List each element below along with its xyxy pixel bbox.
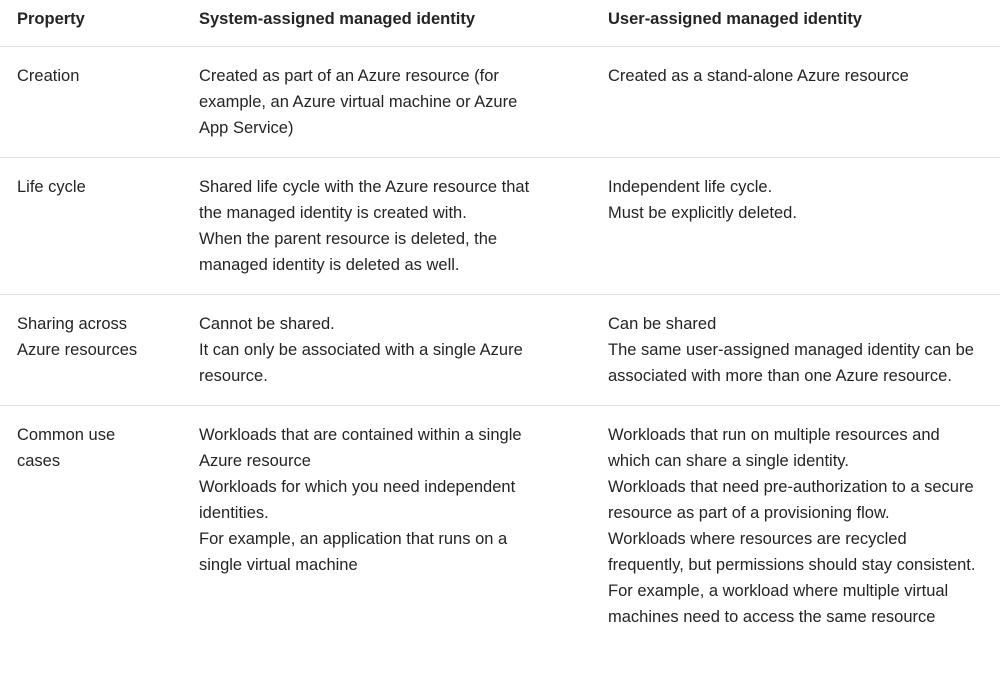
cell-text: Workloads for which you need independent identities. <box>199 478 516 522</box>
cell-text: Creation <box>17 67 80 85</box>
cell-text: Can be shared <box>608 315 717 333</box>
cell-text: Life cycle <box>17 178 86 196</box>
cell-text: Workloads that run on multiple resources and which can share a single identity. <box>608 426 940 470</box>
cell-property <box>0 406 182 631</box>
cell-text: Workloads that are contained within a single Azure resource <box>199 426 522 470</box>
cell-text: Workloads that need pre-authorization to a secure resource as part of a provisioning flow. <box>608 478 974 522</box>
table-row-creation <box>0 47 1000 158</box>
header-property: Property <box>0 0 182 47</box>
cell-text: Common use cases <box>17 426 116 470</box>
table-row-life-cycle <box>0 158 1000 295</box>
cell-user-assigned <box>591 158 1000 295</box>
cell-text: It can only be associated with a single Azure resource. <box>199 341 523 385</box>
cell-text: The same user-assigned managed identity can be associated with more than one Azure resource. <box>608 341 974 385</box>
header-system-assigned: System-assigned managed identity <box>182 0 591 47</box>
cell-text: Shared life cycle with the Azure resource that the managed identity is created with. <box>199 178 530 222</box>
cell-property <box>0 295 182 406</box>
cell-text: Independent life cycle. <box>608 178 773 196</box>
cell-text: Created as a stand-alone Azure resource <box>608 67 909 85</box>
cell-text: For example, a workload where multiple virtual machines need to access the same resource <box>608 582 949 626</box>
cell-text: Cannot be shared. <box>199 315 335 333</box>
table-header-row <box>0 0 1000 47</box>
cell-system-assigned <box>182 47 591 158</box>
cell-system-assigned <box>182 295 591 406</box>
cell-text: When the parent resource is deleted, the managed identity is deleted as well. <box>199 230 498 274</box>
table-row-common-use-cases <box>0 406 1000 631</box>
cell-text: Created as part of an Azure resource (for example, an Azure virtual machine or Azure App Service) <box>199 67 518 137</box>
table-row-sharing <box>0 295 1000 406</box>
cell-user-assigned <box>591 406 1000 631</box>
cell-text: For example, an application that runs on a single virtual machine <box>199 530 508 574</box>
cell-text: Workloads where resources are recycled frequently, but permissions should stay consistent. <box>608 530 976 574</box>
header-user-assigned: User-assigned managed identity <box>591 0 1000 47</box>
cell-text: Must be explicitly deleted. <box>608 204 797 222</box>
cell-property <box>0 158 182 295</box>
cell-property <box>0 47 182 158</box>
cell-user-assigned <box>591 295 1000 406</box>
cell-user-assigned <box>591 47 1000 158</box>
cell-system-assigned <box>182 406 591 631</box>
cell-system-assigned <box>182 158 591 295</box>
cell-text: Sharing across Azure resources <box>17 315 138 359</box>
